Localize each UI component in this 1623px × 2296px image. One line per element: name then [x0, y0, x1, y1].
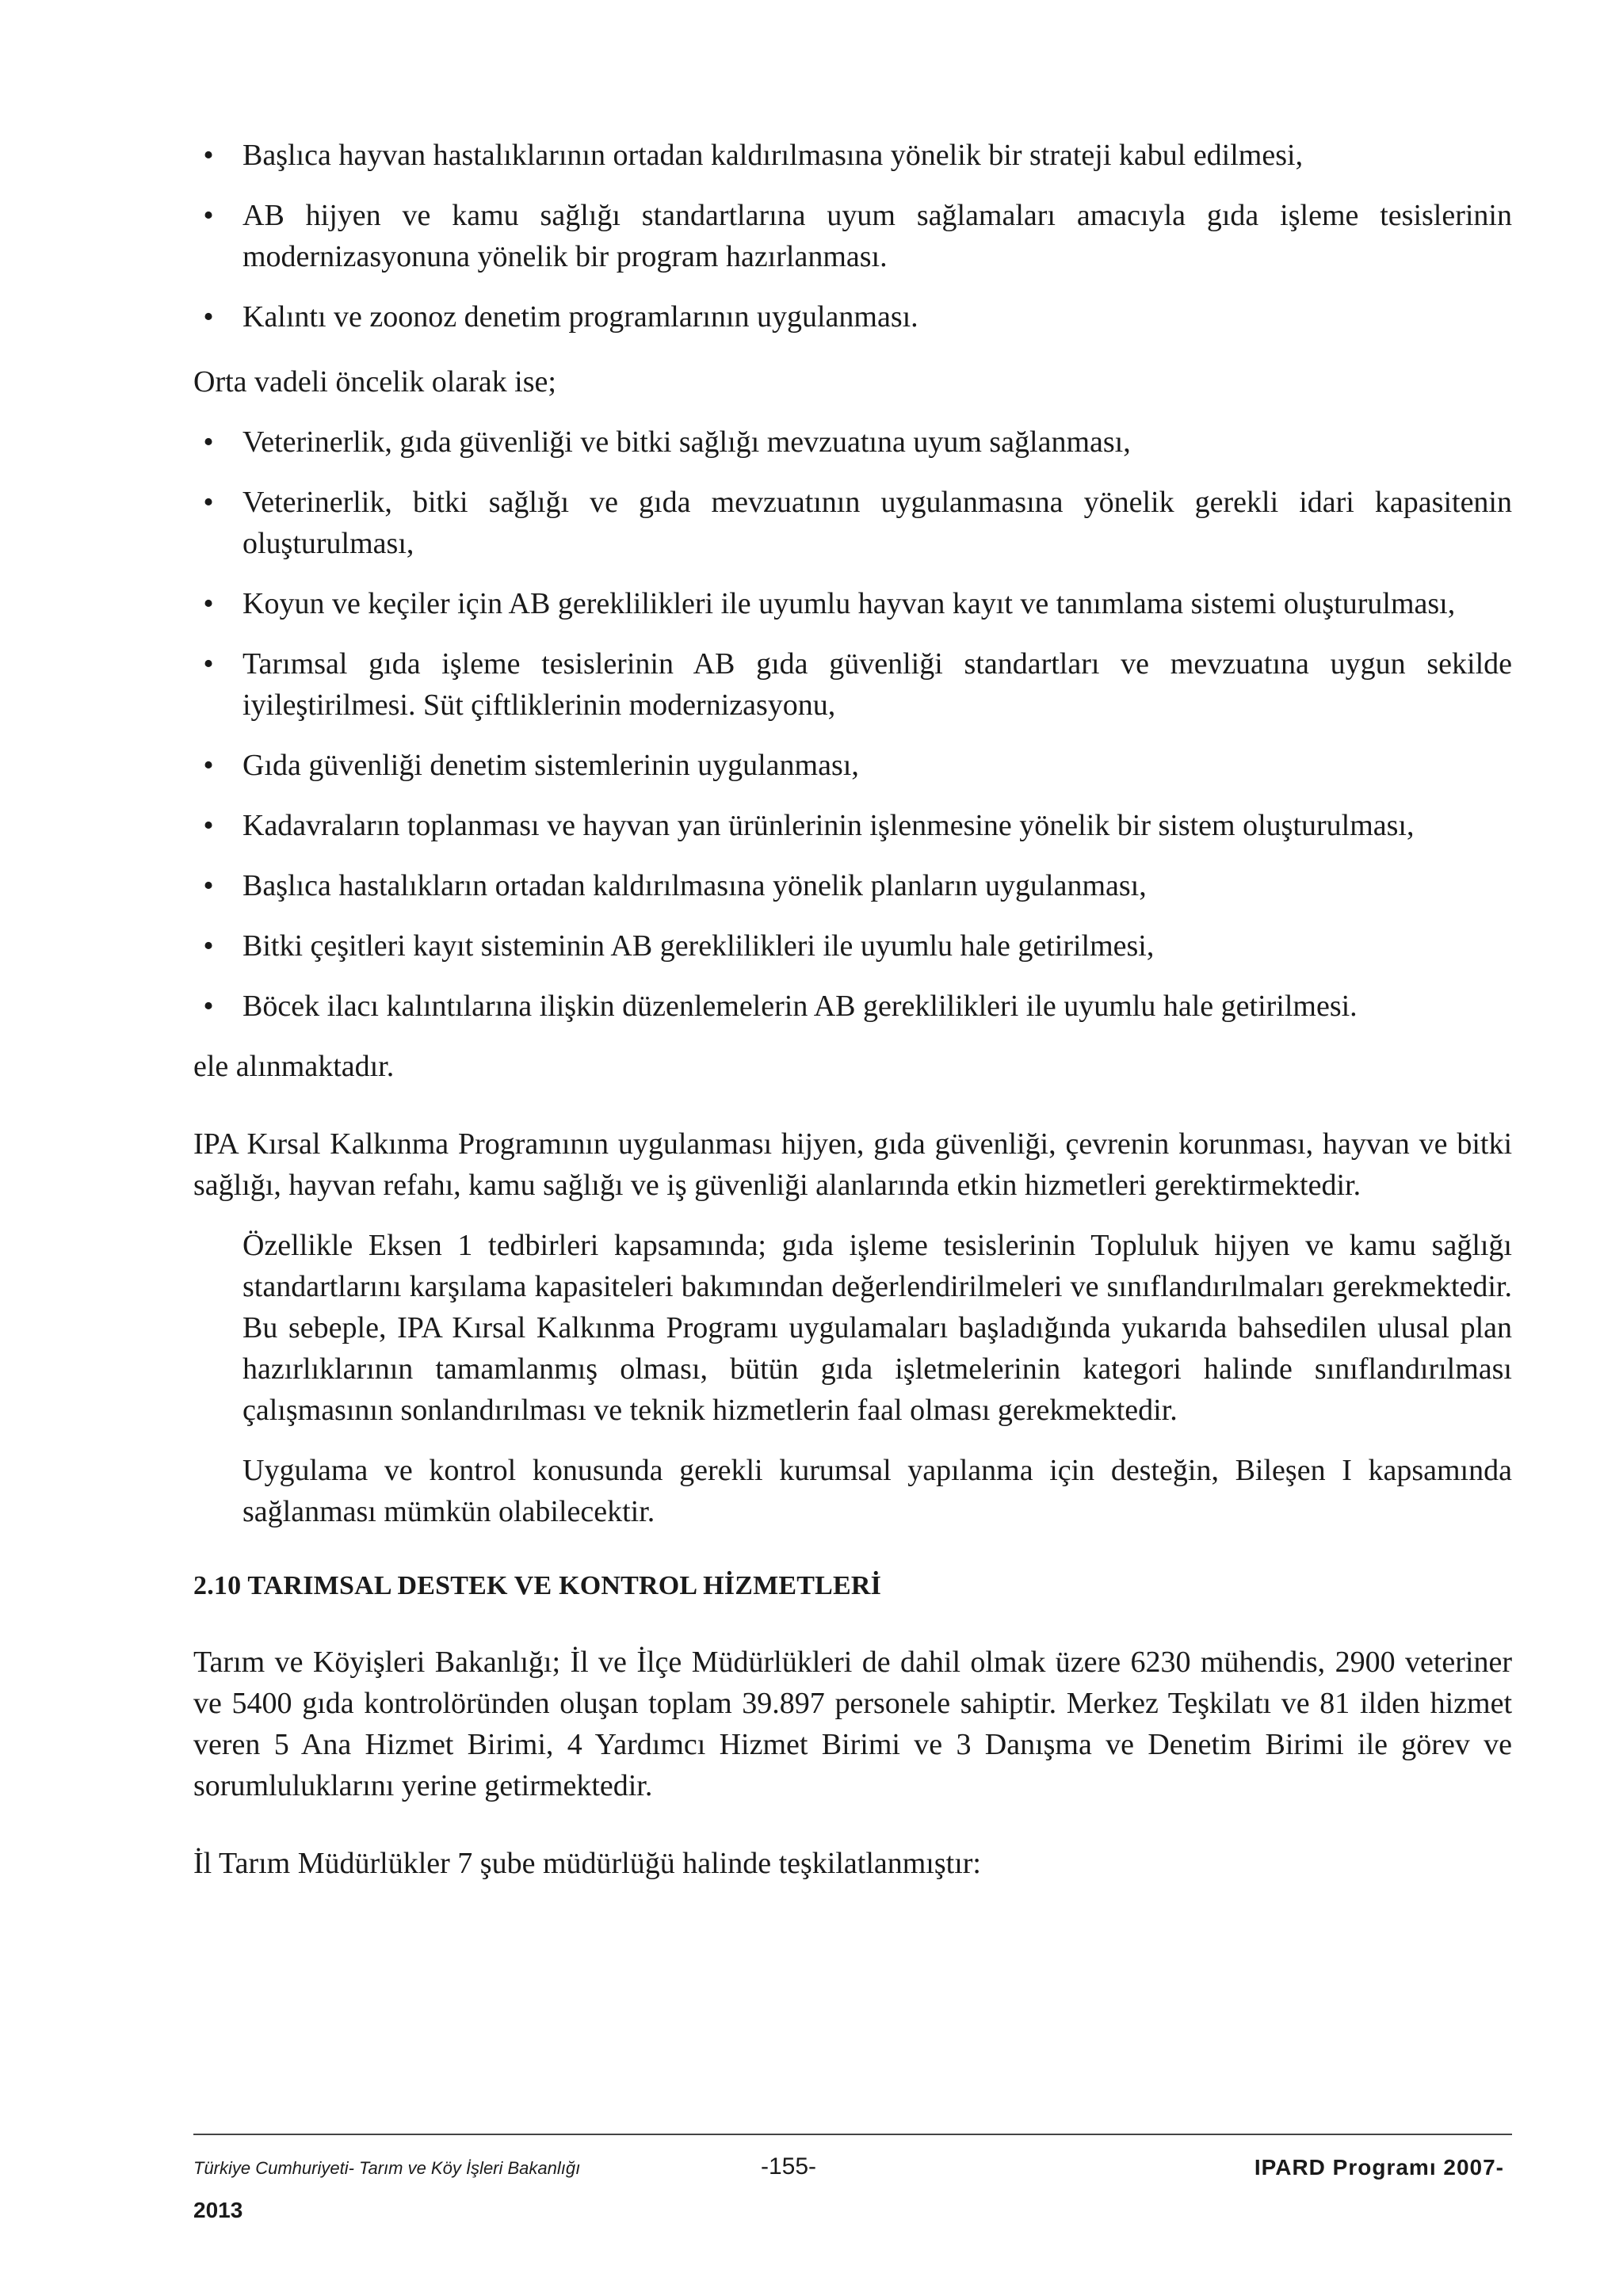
list-item-text: Böcek ilacı kalıntılarına ilişkin düzenlemelerin AB gereklilikleri ile uyumlu hale getirilmesi.	[242, 990, 1358, 1023]
bullet-icon: •	[203, 425, 214, 459]
list-item-text: Veterinerlik, gıda güvenliği ve bitki sağlığı mevzuatına uyum sağlanması,	[242, 425, 1131, 459]
bullet-icon: •	[203, 139, 214, 172]
page-content	[193, 135, 1512, 1903]
bullet-icon: •	[203, 300, 214, 334]
ipa-paragraph: IPA Kırsal Kalkınma Programının uygulanması hijyen, gıda güvenliği, çevrenin korunması, hayvan ve bitki sağlığı, hayvan refahı, kamu sağlığı ve iş güvenliği alanlarında etkin hizmetleri gerektirmektedir.	[193, 1127, 1512, 1202]
list-item-text: Veterinerlik, bitki sağlığı ve gıda mevzuatının uygulanmasına yönelik gerekli idari kapasitenin oluşturulması,	[242, 486, 1512, 560]
list-item	[193, 986, 1512, 1027]
intro-bullet-list	[193, 135, 1512, 338]
provincial-line: İl Tarım Müdürlükler 7 şube müdürlüğü halinde teşkilatlanmıştır:	[193, 1847, 981, 1880]
list-item	[193, 296, 1512, 338]
list-item-text: Kalıntı ve zoonoz denetim programlarının uygulanması.	[242, 300, 918, 334]
bullet-icon: •	[203, 647, 214, 681]
footer-divider	[193, 2134, 1512, 2135]
axis1-paragraph: Özellikle Eksen 1 tedbirleri kapsamında; gıda işleme tesislerinin Topluluk hijyen ve kamu sağlığı standartlarını karşılama kapasiteleri bakımından değerlendirilmeleri ve sınıflandırılmaları gerekmektedir. Bu sebeple, IPA Kırsal Kalkınma Programı uygulamaları başladığında yukarıda bahsedilen ulusal plan hazırlıklarının tamamlanmış olması, bütün gıda işletmelerinin kategori halinde sınıflandırılması çalışmasının sonlandırılması ve teknik hizmetlerin faal olması gerekmektedir.	[242, 1229, 1512, 1427]
footer-program: IPARD Programı 2007-	[1254, 2155, 1504, 2180]
closing-line: ele alınmaktadır.	[193, 1050, 395, 1083]
page-number: -155-	[761, 2153, 817, 2180]
list-item-text: Başlıca hayvan hastalıklarının ortadan kaldırılmasına yönelik bir strateji kabul edilmesi,	[242, 139, 1304, 172]
list-item	[193, 805, 1512, 846]
list-item-text: Tarımsal gıda işleme tesislerinin AB gıda güvenliği standartları ve mevzuatına uygun sekilde iyileştirilmesi. Süt çiftliklerinin modernizasyonu,	[242, 647, 1512, 722]
footer-year: 2013	[193, 2198, 243, 2222]
footer-ministry: Türkiye Cumhuriyeti- Tarım ve Köy İşleri Bakanlığı	[193, 2158, 581, 2178]
bullet-icon: •	[203, 869, 214, 902]
bullet-icon: •	[203, 990, 214, 1023]
bullet-icon: •	[203, 929, 214, 963]
support-paragraph: Uygulama ve kontrol konusunda gerekli kurumsal yapılanma için desteğin, Bileşen I kapsamında sağlanması mümkün olabilecektir.	[242, 1454, 1512, 1528]
list-item	[193, 482, 1512, 564]
indented-section	[193, 1225, 1512, 1532]
list-item	[193, 421, 1512, 463]
bullet-icon: •	[203, 587, 214, 620]
page-footer	[193, 2153, 1512, 2185]
list-item-text: Gıda güvenliği denetim sistemlerinin uygulanması,	[242, 749, 859, 782]
list-item	[193, 925, 1512, 967]
list-item	[193, 865, 1512, 906]
list-item	[193, 583, 1512, 624]
bullet-icon: •	[203, 749, 214, 782]
list-item	[193, 135, 1512, 176]
bullet-icon: •	[203, 199, 214, 232]
list-item-text: Başlıca hastalıkların ortadan kaldırılmasına yönelik planların uygulanması,	[242, 869, 1147, 902]
list-item-text: Koyun ve keçiler için AB gereklilikleri ile uyumlu hayvan kayıt ve tanımlama sistemi oluşturulması,	[242, 587, 1456, 620]
medium-term-bullet-list	[193, 421, 1512, 1027]
ministry-paragraph: Tarım ve Köyişleri Bakanlığı; İl ve İlçe Müdürlükleri de dahil olmak üzere 6230 mühendis, 2900 veteriner ve 5400 gıda kontrolöründen oluşan toplam 39.897 personele sahiptir. Merkez Teşkilatı ve 81 ilden hizmet veren 5 Ana Hizmet Birimi, 4 Yardımcı Hizmet Birimi ve 3 Danışma ve Denetim Birimi ile görev ve sorumluluklarını yerine getirmektedir.	[193, 1646, 1512, 1802]
bullet-icon: •	[203, 486, 214, 519]
list-item	[193, 643, 1512, 726]
medium-term-intro: Orta vadeli öncelik olarak ise;	[193, 365, 556, 399]
list-item	[193, 195, 1512, 277]
list-item-text: Bitki çeşitleri kayıt sisteminin AB gereklilikleri ile uyumlu hale getirilmesi,	[242, 929, 1155, 963]
list-item-text: AB hijyen ve kamu sağlığı standartlarına uyum sağlamaları amacıyla gıda işleme tesislerinin modernizasyonuna yönelik bir program hazırlanması.	[242, 199, 1512, 273]
list-item	[193, 745, 1512, 786]
section-heading: 2.10 TARIMSAL DESTEK VE KONTROL HİZMETLERİ	[193, 1571, 882, 1600]
bullet-icon: •	[203, 809, 214, 842]
list-item-text: Kadavraların toplanması ve hayvan yan ürünlerinin işlenmesine yönelik bir sistem oluşturulması,	[242, 809, 1415, 842]
